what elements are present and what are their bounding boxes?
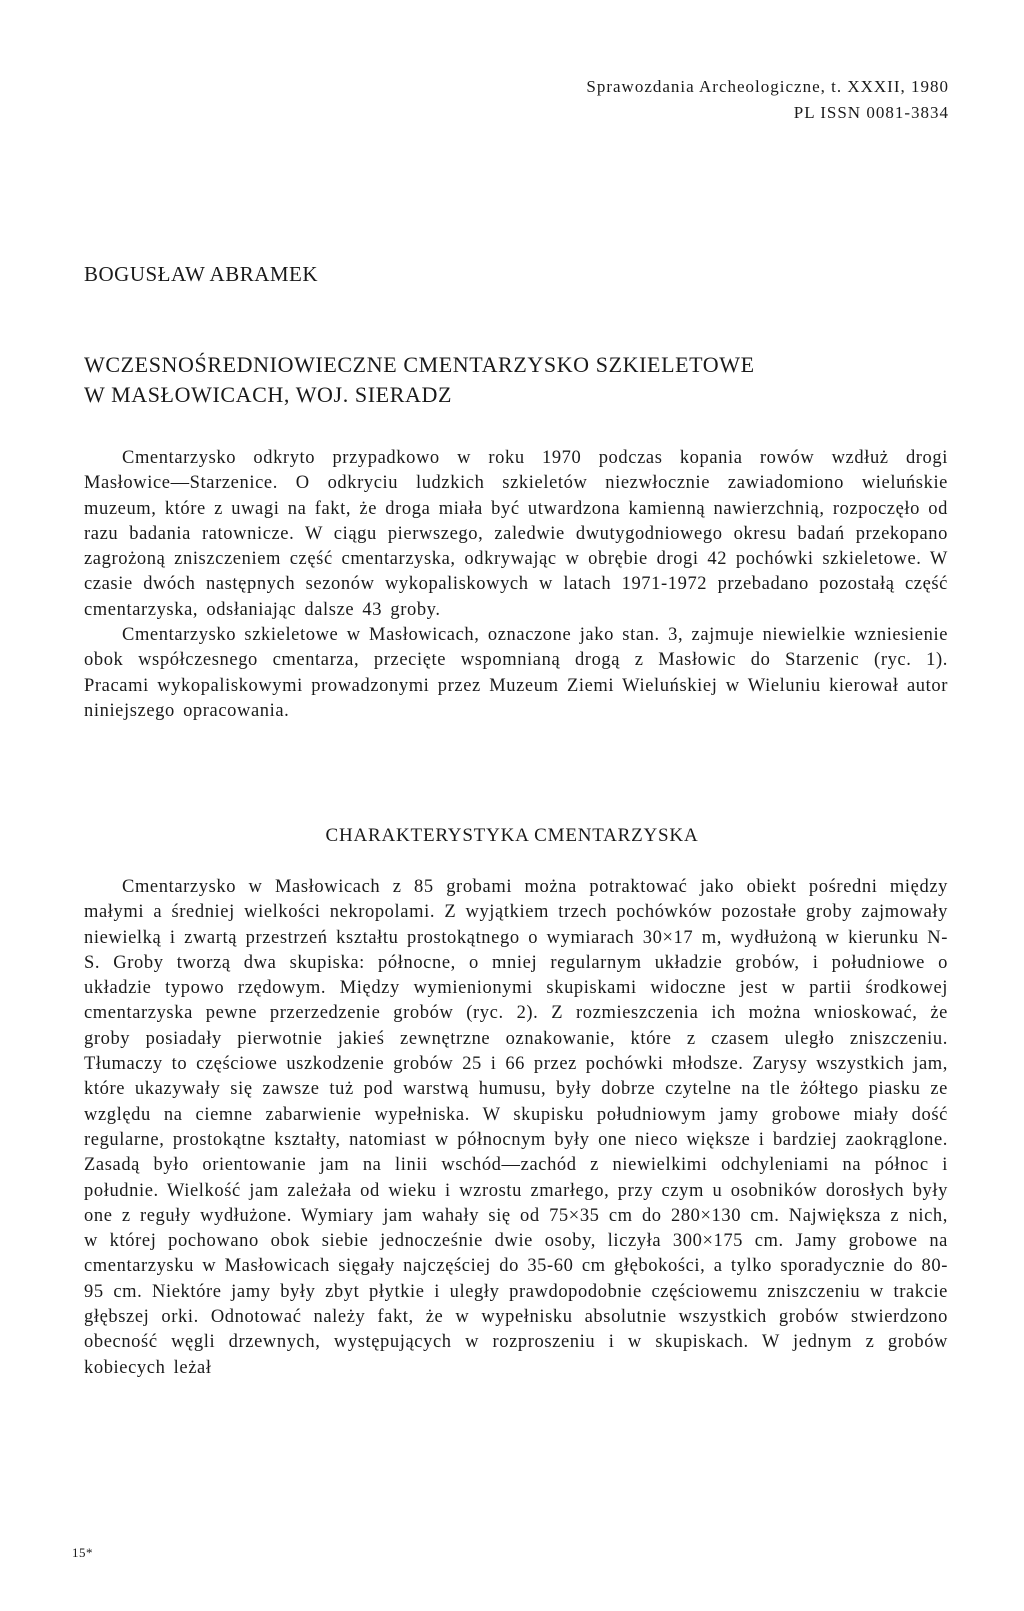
issn-line: PL ISSN 0081-3834: [793, 103, 949, 122]
author-name: BOGUSŁAW ABRAMEK: [84, 262, 319, 286]
journal-header: [586, 74, 949, 126]
page-signature: 15*: [72, 1545, 93, 1560]
section-paragraph: Cmentarzysko w Masłowicach z 85 grobami można potraktować jako obiekt pośredni między małymi a średniej wielkości nekropolami. Z wyjątkiem trzech pochówków pozostałe groby zajmowały niewielką i zwartą przestrzeń kształtu prostokątnego o wymiarach 30×17 m, wydłużoną w kierunku N-S. Groby tworzą dwa skupiska: północne, o mniej regularnym układzie grobów, i południowe o układzie typowo rzędowym. Między wymienionymi skupiskami widoczne jest w partii środkowej cmentarzyska pewne przerzedzenie grobów (ryc. 2). Z rozmieszczenia ich można wnioskować, że groby posiadały pierwotnie jakieś zewnętrzne oznakowanie, które z czasem uległo zniszczeniu. Tłumaczy to częściowe uszkodzenie grobów 25 i 66 przez pochówki młodsze. Zarysy wszystkich jam, które ukazywały się zawsze tuż pod warstwą humusu, były dobrze czytelne na tle żółtego piasku ze względu na ciemne zabarwienie wypełniska. W skupisku południowym jamy grobowe miały dość regularne, prostokątne kształty, natomiast w północnym były one nieco większe i bardziej zaokrąglone. Zasadą było orientowanie jam na linii wschód—zachód z niewielkimi odchyleniami na północ i południe. Wielkość jam zależała od wieku i wzrostu zmarłego, przy czym u osobników dorosłych były one z reguły wydłużone. Wymiary jam wahały się od 75×35 cm do 280×130 cm. Największa z nich, w której pochowano obok siebie jednocześnie dwie osoby, liczyła 300×175 cm. Jamy grobowe na cmentarzysku w Masłowicach sięgały najczęściej do 35-60 cm głębokości, a tylko sporadycznie do 80-95 cm. Niektóre jamy były zbyt płytkie i uległy prawdopodobnie częściowemu zniszczeniu w trakcie głębszej orki. Odnotować należy fakt, że w wypełnisku absolutnie wszystkich grobów stwierdzono obecność węgli drzewnych, występujących w rozproszeniu i w skupiskach. W jednym z grobów kobiecych leżał: [84, 877, 948, 1378]
article-title: [84, 350, 964, 410]
section-heading: CHARAKTERYSTYKA CMENTARZYSKA: [325, 825, 699, 846]
journal-citation: Sprawozdania Archeologiczne, t. XXXII, 1980: [586, 77, 949, 96]
intro-paragraph-2: Cmentarzysko szkieletowe w Masłowicach, oznaczone jako stan. 3, zajmuje niewielkie wzniesienie obok współczesnego cmentarza, przecięte wspomnianą drogą z Masłowic do Starzenic (ryc. 1). Pracami wykopaliskowymi prowadzonymi przez Muzeum Ziemi Wieluńskiej w Wieluniu kierował autor niniejszego opracowania.: [84, 625, 948, 721]
intro-paragraph-1: Cmentarzysko odkryto przypadkowo w roku 1970 podczas kopania rowów wzdłuż drogi Masłowice—Starzenice. O odkryciu ludzkich szkieletów niezwłocznie zawiadomiono wieluńskie muzeum, które z uwagi na fakt, że droga miała być utwardzona kamienną nawierzchnią, rozpoczęło od razu badania ratownicze. W ciągu pierwszego, zaledwie dwutygodniowego okresu badań przekopano zagrożoną zniszczeniem część cmentarzyska, odkrywając w obrębie drogi 42 pochówki szkieletowe. W czasie dwóch następnych sezonów wykopaliskowych w latach 1971-1972 przebadano pozostałą część cmentarzyska, odsłaniając dalsze 43 groby.: [84, 448, 948, 620]
title-line-2: W MASŁOWICACH, WOJ. SIERADZ: [84, 382, 452, 407]
title-line-1: WCZESNOŚREDNIOWIECZNE CMENTARZYSKO SZKIELETOWE: [84, 352, 755, 377]
intro-text: [84, 446, 948, 724]
section-text: [84, 875, 948, 1381]
